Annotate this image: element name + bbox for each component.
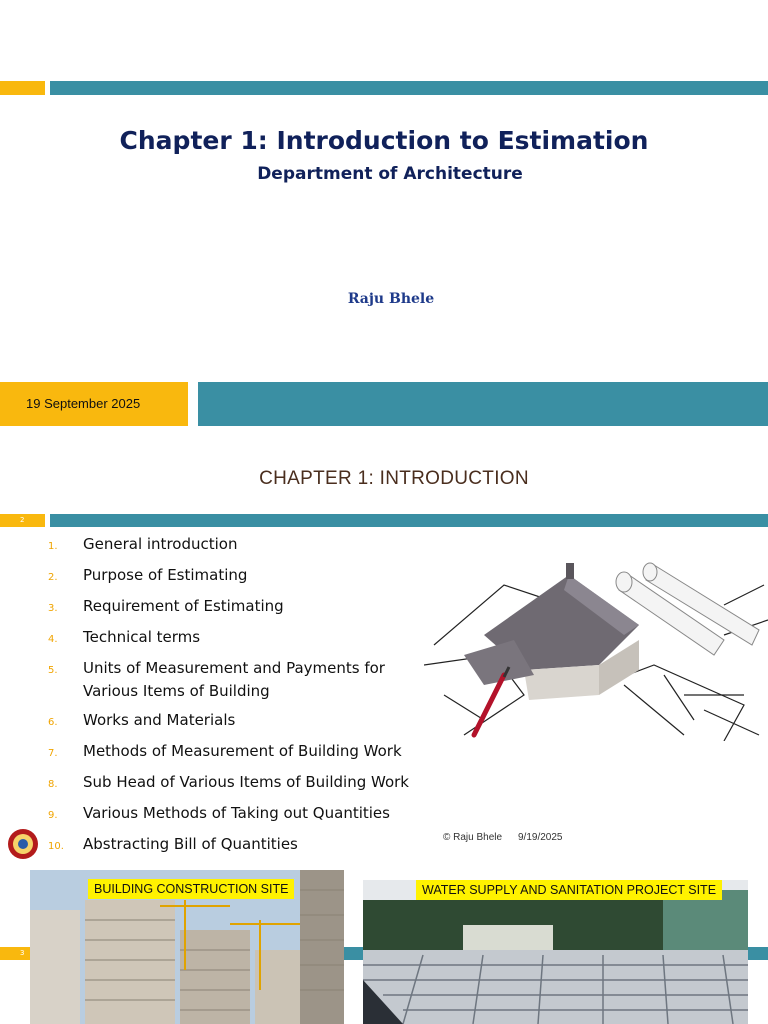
slide2-teal-bar [50, 514, 768, 527]
slide-title: Chapter 1: Introduction to Estimation [119, 126, 649, 155]
house-blueprint-image [424, 545, 768, 741]
list-item: 6. Works and Materials [48, 711, 236, 729]
footer-copyright: © Raju Bhele [443, 832, 503, 843]
chapter-heading: CHAPTER 1: INTRODUCTION [259, 468, 529, 489]
author-name: Raju Bhele [347, 291, 435, 307]
list-item: 1. General introduction [48, 535, 238, 553]
list-item: 7. Methods of Measurement of Building Work [48, 742, 402, 760]
slide1-top-teal-bar [50, 81, 768, 95]
slide3-teal-bar-mid [344, 947, 363, 960]
list-item: 10. Abstracting Bill of Quantities [48, 835, 298, 853]
photo-label-construction: BUILDING CONSTRUCTION SITE [88, 879, 294, 899]
topic-list [48, 533, 420, 864]
water-supply-site-photo [363, 880, 748, 1024]
slide-number: 2 [20, 516, 25, 524]
list-item: 9. Various Methods of Taking out Quantities [48, 804, 390, 822]
photo-label-water-supply: WATER SUPPLY AND SANITATION PROJECT SITE [416, 880, 722, 900]
slide1-top-orange-bar [0, 81, 45, 95]
slide-date: 19 September 2025 [26, 396, 141, 411]
list-item: 5. Units of Measurement and Payments for Various Items of Building [48, 659, 385, 700]
institution-logo-icon [7, 828, 39, 860]
list-item: 8. Sub Head of Various Items of Building Work [48, 773, 409, 791]
list-item: 4. Technical terms [48, 628, 201, 646]
construction-site-photo [30, 870, 344, 1024]
list-item: 2. Purpose of Estimating [48, 566, 248, 584]
slide-subtitle: Department of Architecture [257, 164, 523, 184]
footer-date: 9/19/2025 [518, 832, 563, 843]
slide1-bottom-teal-bar [198, 382, 768, 426]
slide-number: 3 [20, 949, 25, 957]
list-item: 3. Requirement of Estimating [48, 597, 284, 615]
slide3-orange-bar [0, 947, 30, 960]
water-supply-site-image [363, 880, 748, 1024]
slide3-teal-bar-right [748, 947, 768, 960]
